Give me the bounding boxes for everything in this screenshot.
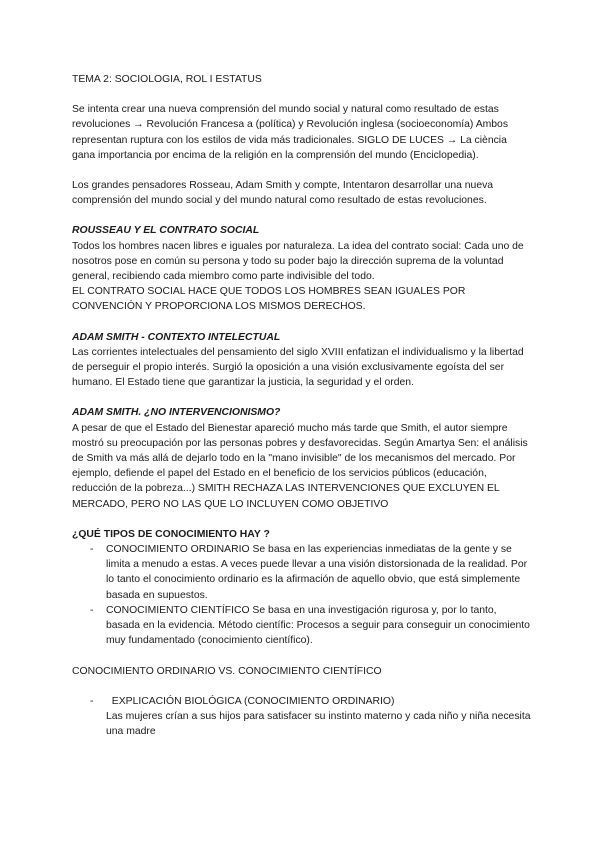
dash-bullet: - bbox=[90, 544, 94, 556]
document-page bbox=[72, 72, 532, 739]
knowledge-types-list bbox=[72, 542, 532, 648]
list-item-body: Las mujeres crían a sus hijos para satisfacer su instinto materno y cada niño y niña necesita una madre bbox=[106, 710, 531, 738]
spacer bbox=[72, 208, 532, 223]
list-item bbox=[72, 694, 532, 709]
comparison-list bbox=[72, 694, 532, 709]
section-body-smith-context: Las corrientes intelectuales del pensamiento del siglo XVIII enfatizan el individualismo y la libertad de perseguir el propio interés. Surgió la oposición a una visión exclusivamente egoísta del ser humano. El Estado tiene que garantizar la justicia, la seguridad y el orden. bbox=[72, 346, 524, 389]
spacer bbox=[72, 87, 532, 102]
section-body-rousseau: Todos los hombres nacen libres e iguales por naturaleza. La idea del contrato social: Cada uno de nosotros pose en común su persona y todo su poder bajo la dirección suprema de la voluntad general, recibiendo cada miembro como parte indivisible del todo. bbox=[72, 240, 524, 283]
list-item-title: EXPLICACIÓN BIOLÓGICA (CONOCIMIENTO ORDINARIO) bbox=[106, 695, 395, 707]
list-item-text: CONOCIMIENTO ORDINARIO Se basa en las experiencias inmediatas de la gente y se limita a menudo a estas. A veces puede llevar a una visión distorsionada de la realidad. Por lo tanto el conocimiento ordinario es la afirmación de aquello obvio, que está simplemente basada en supuestos. bbox=[106, 544, 528, 601]
spacer bbox=[72, 315, 532, 330]
section-body-smith-intervention: A pesar de que el Estado del Bienestar apareció mucho más tarde que Smith, el autor siempre mostró su preocupación por las personas pobres y desfavorecidas. Según Amartya Sen: el análisis de Smith va más allá de dejarlo todo en la "mano invisible" de los mecanismos del mercado. Por ejemplo, defiende el papel del Estado en el beneficio de los servicios públicos (educación, reducción de la pobreza...) SMITH RECHAZA LAS INTERVENCIONES QUE EXCLUYEN EL MERCADO, PERO NO LAS QUE LO INCLUYEN COMO OBJETIVO bbox=[72, 422, 528, 510]
list-item bbox=[72, 603, 532, 649]
section-heading-smith-intervention: ADAM SMITH. ¿NO INTERVENCIONISMO? bbox=[72, 407, 281, 419]
list-item-text: CONOCIMIENTO CIENTÍFICO Se basa en una investigación rigurosa y, por lo tanto, basada en la evidencia. Método científic: Procesos a seguir para conseguir un conocimiento muy fundamentado (conocimiento científico). bbox=[106, 604, 530, 647]
list-item bbox=[72, 542, 532, 603]
spacer bbox=[72, 390, 532, 405]
spacer bbox=[72, 163, 532, 178]
document-title: TEMA 2: SOCIOLOGIA, ROL I ESTATUS bbox=[72, 74, 262, 85]
section-heading-comparison: CONOCIMIENTO ORDINARIO VS. CONOCIMIENTO CIENTÍFICO bbox=[72, 665, 382, 677]
intro-paragraph-1: Se intenta crear una nueva comprensión del mundo social y natural como resultado de estas revoluciones → Revolución Francesa a (política) y Revolución inglesa (socioeconomía) Ambos representan ruptura con los estilos de vida más tradicionales. SIGLO DE LUCES → La ciència gana importancia por encima de la religión en la comprensión del mundo (Enciclopedia). bbox=[72, 104, 509, 161]
section-heading-knowledge-types: ¿QUÉ TIPOS DE CONOCIMIENTO HAY ? bbox=[72, 528, 270, 540]
section-heading-rousseau: ROUSSEAU Y EL CONTRATO SOCIAL bbox=[72, 225, 260, 237]
intro-paragraph-2: Los grandes pensadores Rosseau, Adam Smith y compte, Intentaron desarrollar una nueva comprensión del mundo social y del mundo natural como resultado de estas revoluciones. bbox=[72, 180, 494, 207]
dash-bullet: - bbox=[90, 604, 94, 616]
dash-bullet: - bbox=[90, 695, 94, 707]
spacer bbox=[72, 649, 532, 664]
section-caps-rousseau: EL CONTRATO SOCIAL HACE QUE TODOS LOS HOMBRES SEAN IGUALES POR CONVENCIÓN Y PROPORCIONA LOS MISMOS DERECHOS. bbox=[72, 286, 466, 313]
spacer bbox=[72, 512, 532, 527]
spacer bbox=[72, 679, 532, 694]
section-heading-smith-context: ADAM SMITH - CONTEXTO INTELECTUAL bbox=[72, 331, 281, 343]
